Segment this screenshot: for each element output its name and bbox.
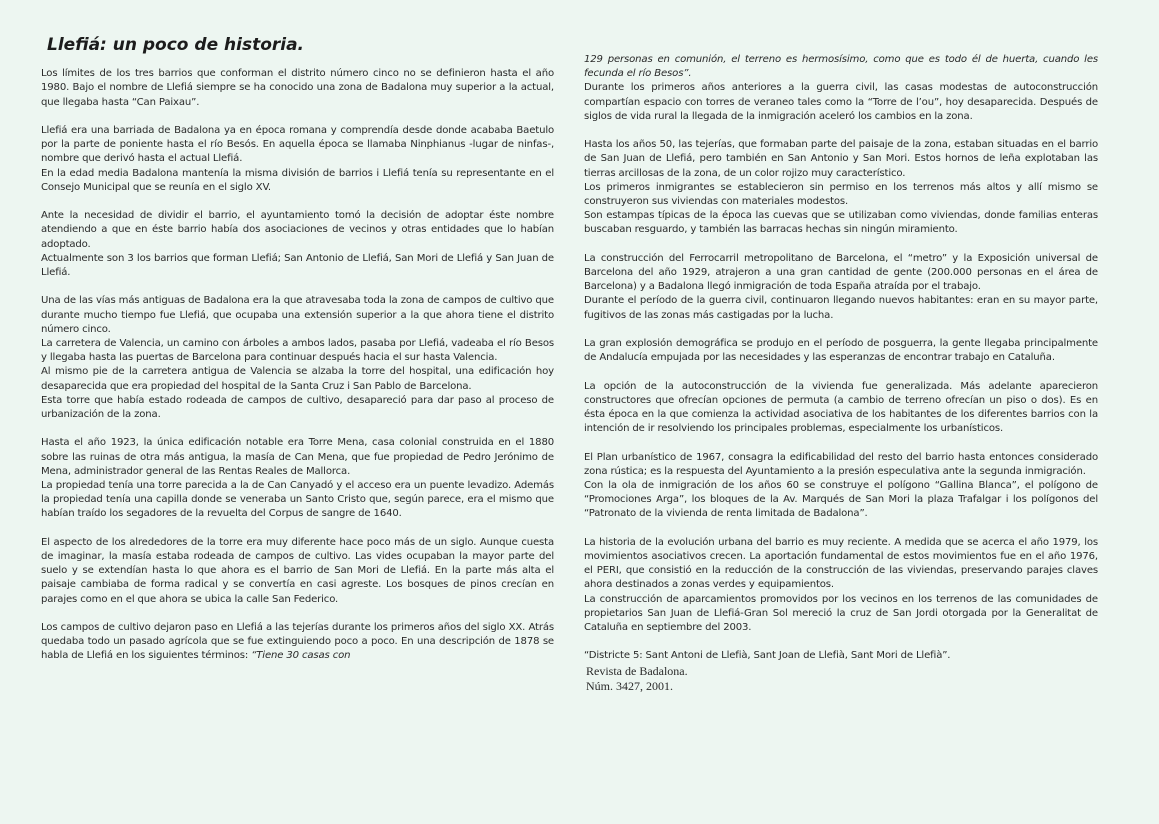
paragraph: La construcción de aparcamientos promovidos por los vecinos en los terrenos de las comunidades de propietarios San Juan de Llefiá-Gran Sol mereció la cruz de San Jordi otorgada por la Generalitat de Cataluña en septiembre del 2003.	[584, 593, 1098, 634]
paragraph: Ante la necesidad de dividir el barrio, el ayuntamiento tomó la decisión de adoptar éste nombre atendiendo a que en éste barrio había dos asociaciones de vecinos y otras entidades que lo habían adoptado.	[41, 210, 554, 250]
paragraph: La historia de la evolución urbana del barrio es muy reciente. A medida que se acerca el año 1979, los movimientos asociativos crecen. La aportación fundamental de estos movimientos fue en el año 1976, el PERI, que consistió en la reducción de la construcción de las viviendas, preservando parajes claves ahora destinados a zonas verdes y equipamientos.	[584, 536, 1098, 591]
paragraph: Hasta los años 50, las tejerías, que formaban parte del paisaje de la zona, estaban situadas en el barrio de San Juan de Llefiá, pero también en San Antonio y San Mori. Estos hornos de leña explotaban las tierras arcillosas de la zona, de un color rojizo muy característico.	[584, 139, 1098, 179]
paragraph-first-right: Durante los primeros años anteriores a la guerra civil, las casas modestas de autoconstrucción compartían espacio con torres de veraneo tales como la “Torre de l’ou”, hoy desaparecida. Después de siglos de vida rural la llegada de la inmigración aceleró los cambios en la zona.	[584, 82, 1098, 122]
paragraph: Con la ola de inmigración de los años 60 se construye el polígono “Gallina Blanca”, el polígono de “Promociones Arga”, los bloques de la Av. Marqués de San Mori la plaza Trafalgar i los polígonos del “Patronato de la vivienda de renta limitada de Badalona”.	[584, 480, 1098, 520]
paragraph: Actualmente son 3 los barrios que forman Llefiá; San Antonio de Llefiá, San Mori de Llefiá y San Juan de Llefiá.	[41, 252, 554, 279]
source-citation: “Districte 5: Sant Antoni de Llefià, Sant Joan de Llefià, Sant Mori de Llefià”.	[584, 650, 951, 662]
paragraph: Durante el período de la guerra civil, continuaron llegando nuevos habitantes: eran en su mayor parte, fugitivos de las zonas más castigadas por la lucha.	[584, 295, 1098, 321]
left-paragraphs	[41, 67, 554, 607]
paragraph: El Plan urbanístico de 1967, consagra la edificabilidad del resto del barrio hasta entonces considerado zona rústica; es la respuesta del Ayuntamiento a la presión especulativa ante la segunda inmigración.	[584, 451, 1098, 477]
page-title: Llefiá: un poco de historia.	[47, 35, 305, 55]
paragraph: En la edad media Badalona mantenía la misma división de barrios i Llefiá tenía su representante en el Consejo Municipal que se reunía en el siglo XV.	[41, 167, 554, 193]
paragraph: Una de las vías más antiguas de Badalona era la que atravesaba toda la zona de campos de cultivo que durante mucho tiempo fue Llefiá, que ocupaba una extensión superior a la que ahora tiene el distrito número cinco.	[41, 295, 554, 335]
paragraph: La carretera de Valencia, un camino con árboles a ambos lados, pasaba por Llefiá, vadeaba el río Besos y llegaba hasta las puertas de Barcelona para continuar después hacia el sur hasta Valencia.	[41, 338, 554, 364]
right-column	[584, 53, 1098, 694]
left-column	[41, 35, 554, 664]
quote-start: “Tiene 30 casas con	[251, 650, 351, 662]
quote-end: 129 personas en comunión, el terreno es hermosísimo, como que es todo él de huerta, cuando les fecunda el río Besos”.	[584, 54, 1098, 80]
paragraph-last-left	[41, 621, 554, 664]
paragraph: Los primeros inmigrantes se establecieron sin permiso en los terrenos más altos y allí mismo se construyeron sus viviendas con materiales modestos.	[584, 181, 1098, 208]
paragraph: Llefiá era una barriada de Badalona ya en época romana y comprendía desde donde acababa Baetulo por la parte de poniente hasta el río Besós. En aquella época se llamaba Ninphianus -lugar de ninfas-, nombre que derivó hasta el actual Llefiá.	[41, 125, 554, 165]
paragraph-text: Los campos de cultivo dejaron paso en Llefiá a las tejerías durante los primeros años del siglo XX. Atrás quedaba todo un pasado agrícola que se fue extinguiendo poco a poco. En una descripción de 1878 se habla de Llefiá en los siguientes términos:	[41, 622, 554, 662]
paragraph: El aspecto de los alrededores de la torre era muy diferente hace poco más de un siglo. Aunque cuesta de imaginar, la masía estaba rodeada de campos de cultivo. Las vides ocupaban la mayor parte del suelo y se extendían hasta lo que ahora es el barrio de San Mori de Llefiá. En la parte más alta el paisaje cambiaba de forma radical y se convertía en casi agreste. Los bosques de pinos crecían en parajes como en el que ahora se ubica la calle San Federico.	[41, 536, 554, 605]
paragraph: La propiedad tenía una torre parecida a la de Can Canyadó y el acceso era un puente levadizo. Además la propiedad tenía una capilla donde se veneraba un Santo Cristo que, según parece, era el mismo que habían traído los segadores de la revuelta del Corpus de sangre de 1640.	[41, 480, 554, 520]
right-paragraphs	[584, 124, 1098, 635]
paragraph: Al mismo pie de la carretera antigua de Valencia se alzaba la torre del hospital, una edificación hoy desaparecida que era propiedad del hospital de la Santa Cruz i San Pablo de Barcelona.	[41, 366, 554, 392]
source-journal: Revista de Badalona.	[586, 663, 688, 678]
paragraph: La construcción del Ferrocarril metropolitano de Barcelona, el “metro” y la Exposición universal de Barcelona del año 1929, atrajeron a una gran cantidad de gente (200.000 personas en el área de Barcelona) y a Badalona llegó inmigración de toda España atraída por el trabajo.	[584, 252, 1098, 293]
source-issue: Núm. 3427, 2001.	[586, 678, 673, 693]
paragraph: Los límites de los tres barrios que conforman el distrito número cinco no se definieron hasta el año 1980. Bajo el nombre de Llefiá siempre se ha conocido una zona de Badalona muy superior a la actual, que llegaba hasta “Can Paixau”.	[41, 68, 554, 108]
paragraph: La gran explosión demográfica se produjo en el período de posguerra, la gente llegaba principalmente de Andalucía empujada por las necesidades y las esperanzas de encontrar trabajo en Cataluña.	[584, 338, 1098, 364]
paragraph: Son estampas típicas de la época las cuevas que se utilizaban como viviendas, donde familias enteras buscaban resguardo, y también las barracas hechas sin ningún miramiento.	[584, 210, 1098, 236]
paragraph: Esta torre que había estado rodeada de campos de cultivo, desapareció para dar paso al proceso de urbanización de la zona.	[41, 394, 554, 421]
paragraph: Hasta el año 1923, la única edificación notable era Torre Mena, casa colonial construida en el 1880 sobre las ruinas de otra más antigua, la masía de Can Mena, que fue propiedad de Pedro Jerónimo de Mena, administrador general de las Rentas Reales de Mallorca.	[41, 437, 554, 477]
paragraph: La opción de la autoconstrucción de la vivienda fue generalizada. Más adelante aparecieron constructores que ofrecían opciones de permuta (a cambio de terreno ofrecían un piso o dos). Es en ésta época en la que comienza la actividad asociativa de los habitantes de los diferentes barrios con la intención de ir resolviendo los principales problemas, especialmente los urbanísticos.	[584, 380, 1098, 435]
